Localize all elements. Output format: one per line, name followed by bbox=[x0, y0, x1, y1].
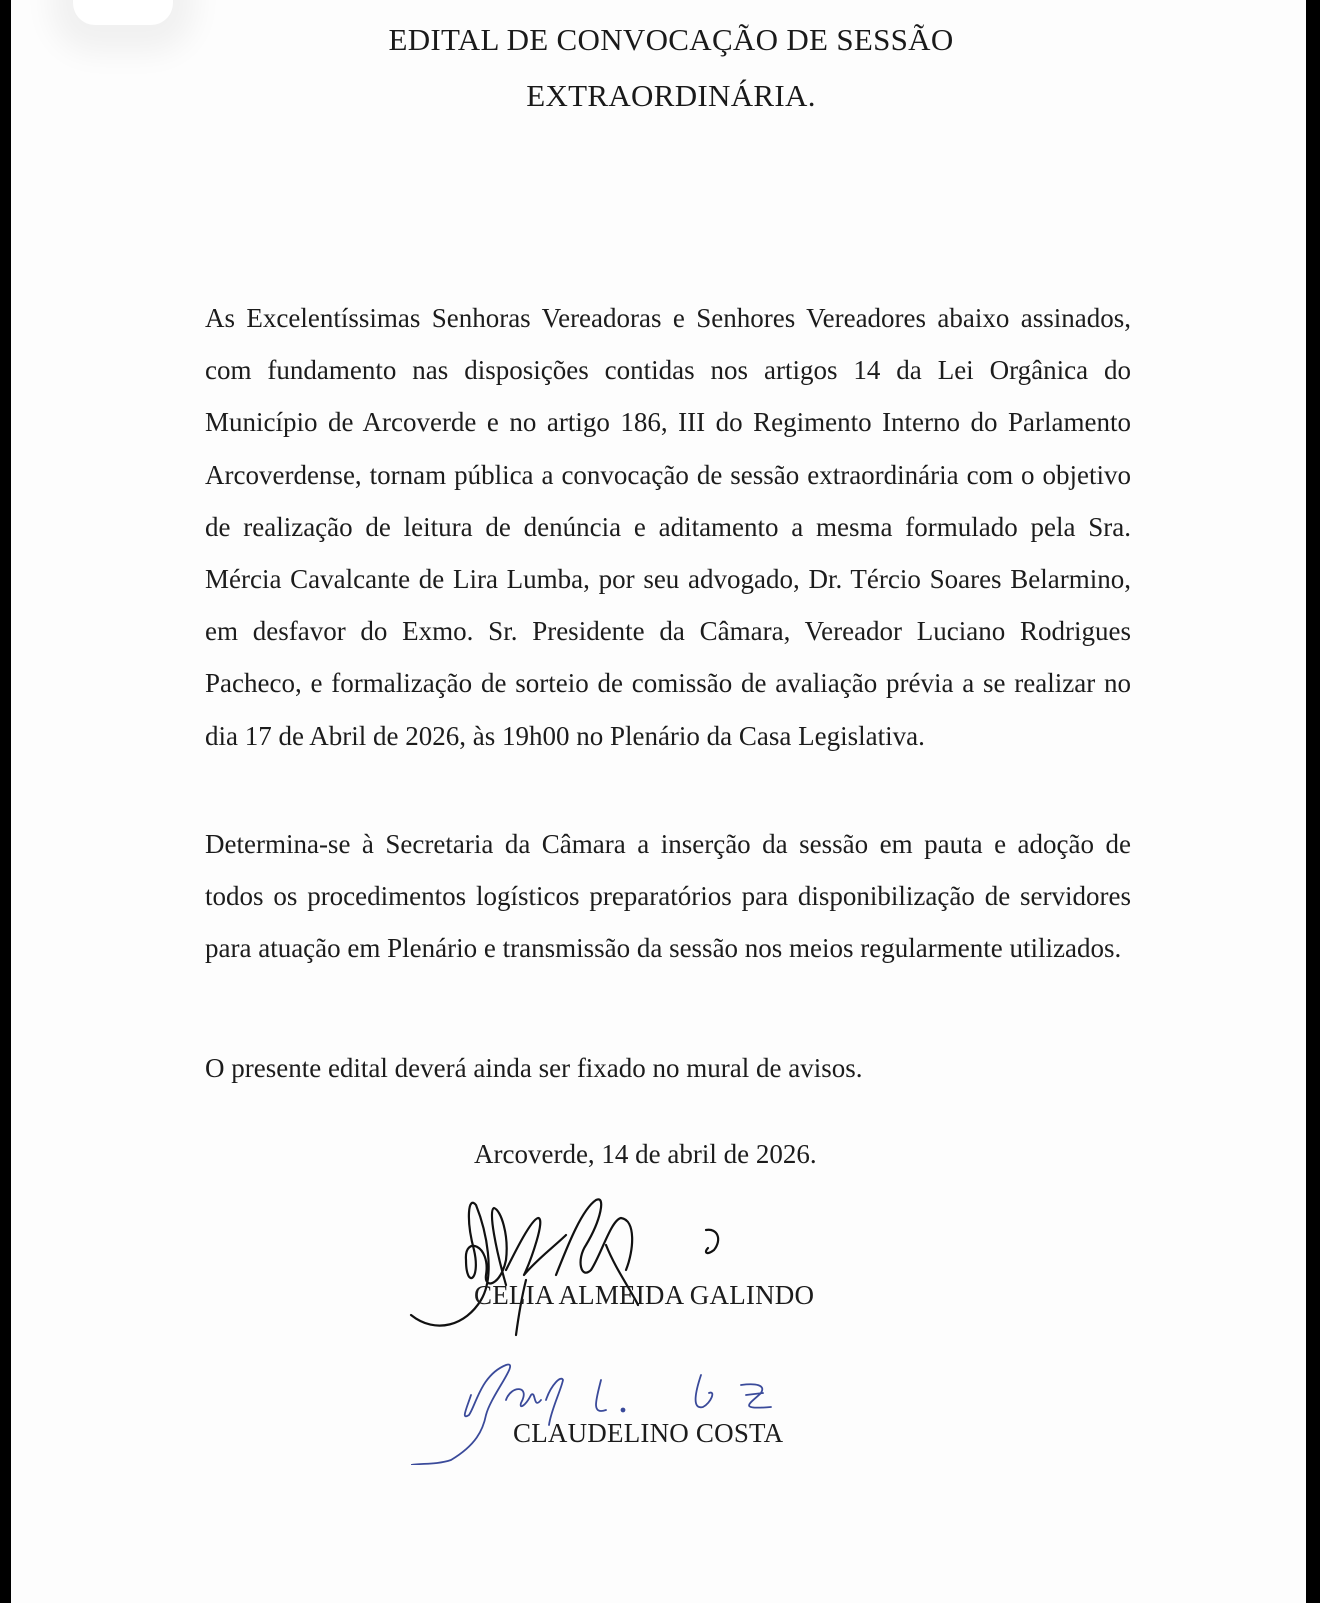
signatory-name-1: CELIA ALMEIDA GALINDO bbox=[474, 1280, 815, 1310]
document-title-line-2: EXTRAORDINÁRIA. bbox=[526, 78, 816, 113]
signatory-name-2: CLAUDELINO COSTA bbox=[513, 1418, 784, 1448]
signature-celia-icon bbox=[406, 1190, 746, 1340]
document-page bbox=[11, 0, 1306, 1603]
document-title-line-1: EDITAL DE CONVOCAÇÃO DE SESSÃO bbox=[388, 22, 954, 57]
paragraph-secretariat: Determina-se à Secretaria da Câmara a inserção da sessão em pauta e adoção de todos os procedimentos logísticos preparatórios para disponibilização de servidores para atuação em Plenário e transmissão da sessão nos meios regularmente utilizados. bbox=[205, 829, 1131, 964]
place-date: Arcoverde, 14 de abril de 2026. bbox=[474, 1139, 817, 1169]
paragraph-posting: O presente edital deverá ainda ser fixado no mural de avisos. bbox=[205, 1053, 863, 1083]
paragraph-convocation: As Excelentíssimas Senhoras Vereadoras e Senhores Vereadores abaixo assinados, com fundamento nas disposições contidas nos artigos 14 da Lei Orgânica do Município de Arcoverde e no artigo 186, III do Regimento Interno do Parlamento Arcoverdense, tornam pública a convocação de sessão extraordinária com o objetivo de realização de leitura de denúncia e aditamento a mesma formulado pela Sra. Mércia Cavalcante de Lira Lumba, por seu advogado, Dr. Tércio Soares Belarmino, em desfavor do Exmo. Sr. Presidente da Câmara, Vereador Luciano Rodrigues Pacheco, e formalização de sorteio de comissão de avaliação prévia a se realizar no dia 17 de Abril de 2026, às 19h00 no Plenário da Casa Legislativa. bbox=[205, 303, 1131, 751]
